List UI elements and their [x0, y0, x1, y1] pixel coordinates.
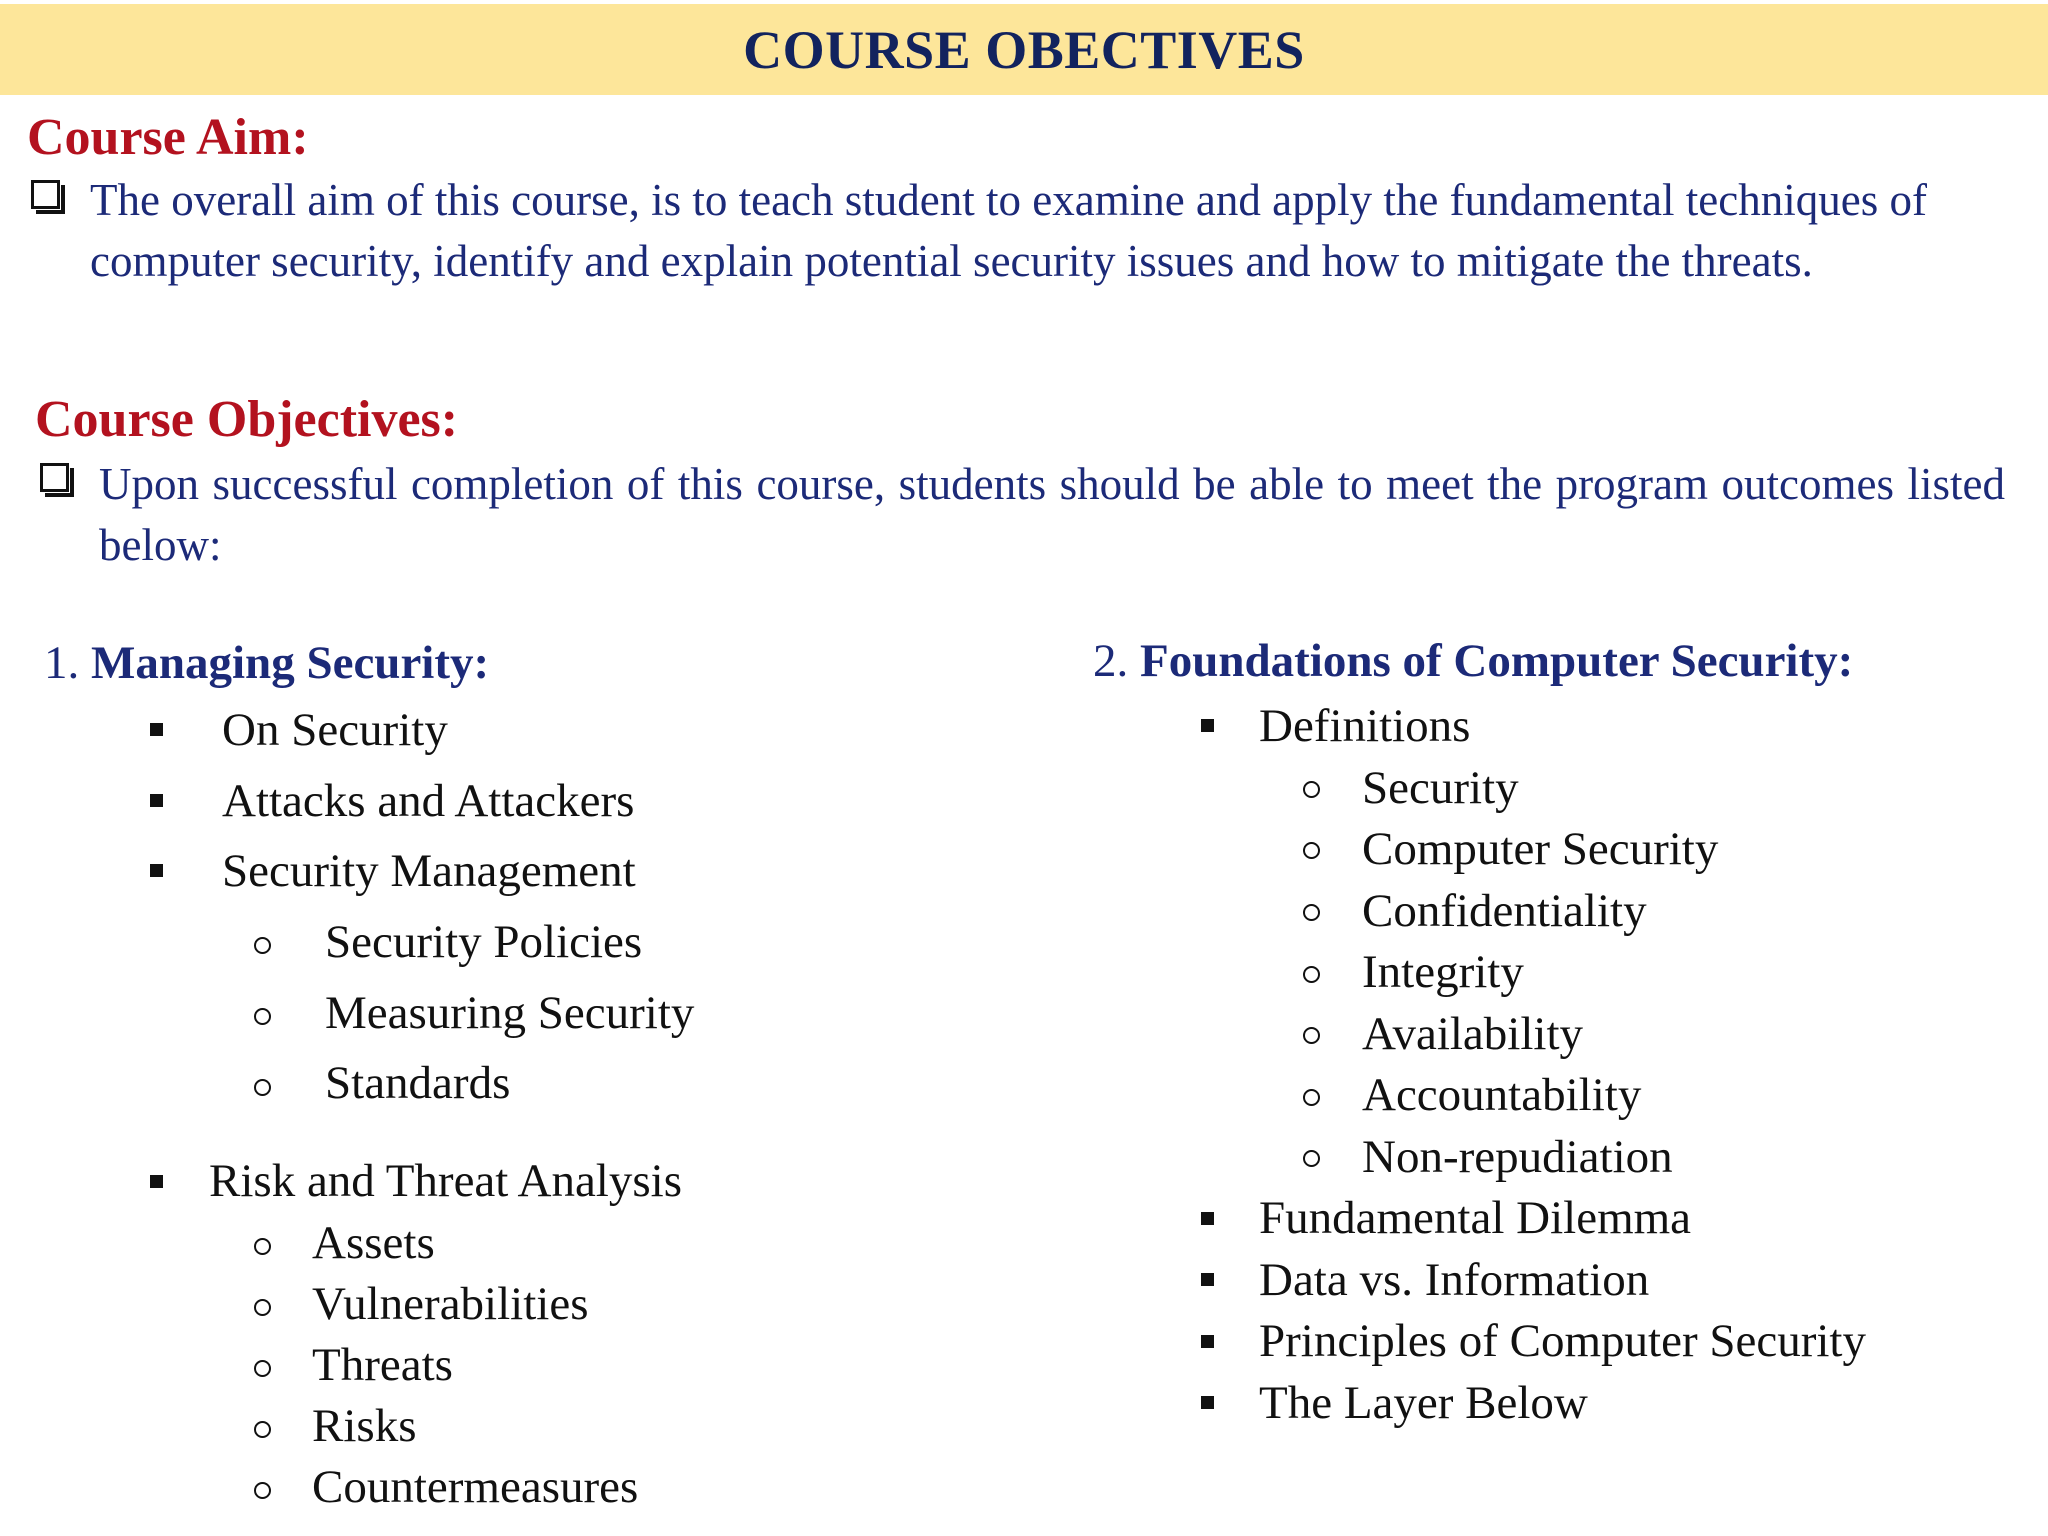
- circle-bullet-icon: [254, 1360, 271, 1377]
- column-title-foundations: [1093, 634, 1853, 688]
- course-objectives-heading: Course Objectives:: [35, 391, 459, 448]
- circle-bullet-icon: [1303, 842, 1320, 859]
- page-title: COURSE OBECTIVES: [743, 19, 1305, 80]
- circle-bullet-icon: [254, 1299, 271, 1316]
- square-bullet-icon: [150, 723, 163, 736]
- square-bullet-icon: [1201, 1212, 1214, 1225]
- list-subitem: Threats: [312, 1339, 453, 1391]
- checkbox-bullet-icon: [31, 180, 60, 209]
- circle-bullet-icon: [254, 1008, 271, 1025]
- list-item: Fundamental Dilemma: [1259, 1192, 1692, 1244]
- list-subitem: Risks: [312, 1400, 417, 1452]
- list-subitem: Accountability: [1362, 1069, 1642, 1121]
- list-item: Data vs. Information: [1259, 1254, 1650, 1306]
- column-title-label: Managing Security:: [91, 637, 490, 689]
- square-bullet-icon: [1201, 1396, 1214, 1409]
- list-item: Principles of Computer Security: [1259, 1315, 1866, 1367]
- list-subitem: Confidentiality: [1362, 885, 1647, 937]
- list-item: Attacks and Attackers: [222, 775, 635, 827]
- circle-bullet-icon: [254, 1238, 271, 1255]
- list-subitem: Non-repudiation: [1362, 1131, 1673, 1183]
- list-subitem: Security Policies: [325, 916, 643, 968]
- list-item: Security Management: [222, 845, 636, 897]
- list-subitem: Assets: [312, 1217, 435, 1269]
- column-title-label: Foundations of Computer Security:: [1140, 635, 1854, 687]
- course-objectives-text: Upon successful completion of this course, students should be able to meet the program outcomes listed below:: [99, 459, 2005, 570]
- column-number: 2.: [1093, 635, 1129, 687]
- list-subitem: Security: [1362, 762, 1519, 814]
- list-subitem: Standards: [325, 1057, 511, 1109]
- square-bullet-icon: [150, 794, 163, 807]
- course-aim-text: The overall aim of this course, is to teach student to examine and apply the fundamental techniques of computer security, identify and explain potential security issues and how to mitigate the threats.: [90, 175, 1927, 286]
- circle-bullet-icon: [254, 1482, 271, 1499]
- list-subitem: Countermeasures: [312, 1461, 639, 1513]
- circle-bullet-icon: [1303, 781, 1320, 798]
- column-title-managing-security: [44, 636, 489, 690]
- circle-bullet-icon: [254, 1421, 271, 1438]
- square-bullet-icon: [1201, 1273, 1214, 1286]
- circle-bullet-icon: [1303, 1089, 1320, 1106]
- list-item: On Security: [222, 704, 448, 756]
- square-bullet-icon: [150, 864, 163, 877]
- square-bullet-icon: [1201, 719, 1214, 732]
- list-subitem: Availability: [1362, 1008, 1584, 1060]
- circle-bullet-icon: [1303, 1150, 1320, 1167]
- square-bullet-icon: [150, 1175, 163, 1188]
- title-banner: [0, 4, 2048, 95]
- list-subitem: Measuring Security: [325, 987, 695, 1039]
- circle-bullet-icon: [1303, 966, 1320, 983]
- list-item: Risk and Threat Analysis: [209, 1155, 683, 1207]
- list-item: The Layer Below: [1259, 1377, 1588, 1429]
- column-number: 1.: [44, 637, 80, 689]
- list-item: Definitions: [1259, 700, 1471, 752]
- list-subitem: Integrity: [1362, 946, 1524, 998]
- circle-bullet-icon: [1303, 1027, 1320, 1044]
- circle-bullet-icon: [254, 1079, 271, 1096]
- course-aim-heading: Course Aim:: [27, 109, 309, 166]
- checkbox-bullet-icon: [40, 463, 69, 492]
- list-subitem: Computer Security: [1362, 823, 1719, 875]
- circle-bullet-icon: [254, 937, 271, 954]
- square-bullet-icon: [1201, 1335, 1214, 1348]
- list-subitem: Vulnerabilities: [312, 1278, 589, 1330]
- circle-bullet-icon: [1303, 904, 1320, 921]
